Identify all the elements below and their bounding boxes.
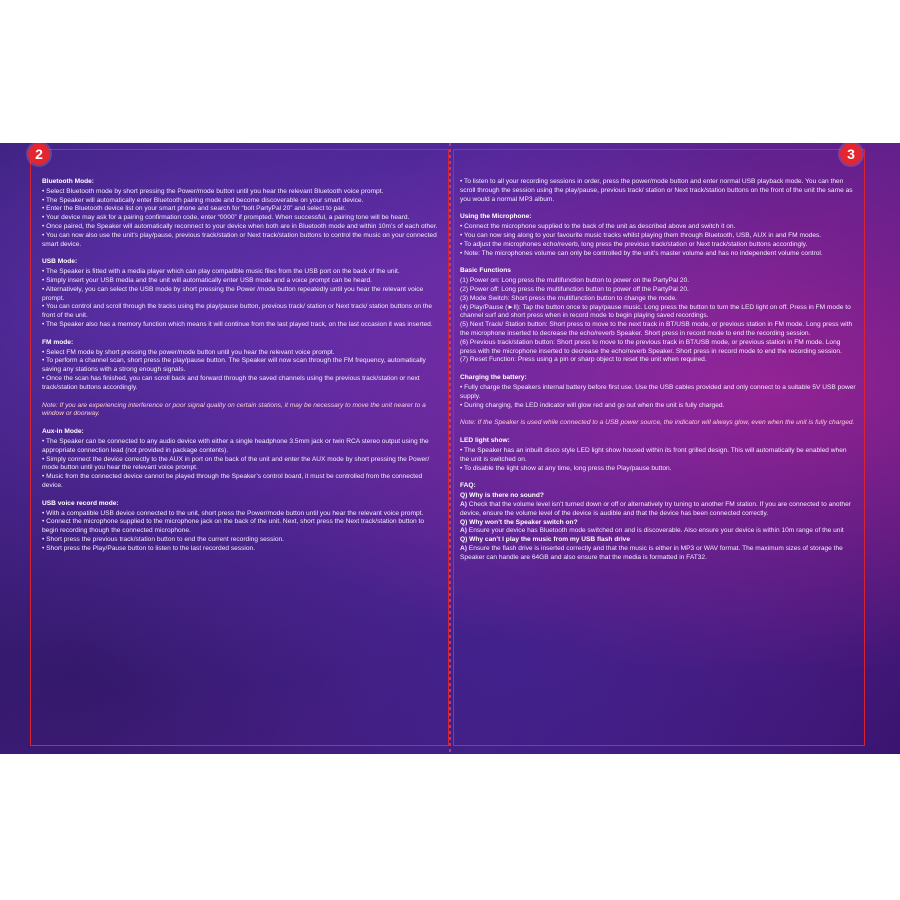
section-heading: USB Mode: [42,258,78,266]
text-line: • To disable the light show at any time, long press the Play/pause button. [460,464,672,472]
text-line: (6) Previous track/station button: Short press to move to the previous track in BT/USB mode, or previous station in FM mode. Long press with the microphone inserted to decrease the echo/reverb Speaker. Short press in record mode to end the recording session. [460,338,842,355]
text-line: • Short press the Play/Pause button to listen to the last recorded session. [42,544,256,552]
section-heading: Using the Microphone: [460,213,532,221]
text-line: • The Speaker will automatically enter Bluetooth pairing mode and become discoverable on your smart device. [42,196,364,204]
fm-note: Note: If you are experiencing interference or poor signal quality on certain stations, it may be necessary to move the unit nearer to a window or doorway. [42,401,426,418]
text-line: • Once paired, the Speaker will automatically reconnect to your device when both are in Bluetooth mode and within 10m’s of each other. [42,222,438,230]
text-line: • To adjust the microphones echo/reverb, long press the previous track/station or Next track/station buttons accordingly. [460,240,808,248]
text-line: • To perform a channel scan, short press the play/pause button. The Speaker will now scan through the FM frequency, automatically saving any stations with a strong enough signals. [42,357,426,374]
text-line: • Note: The microphones volume can only be controlled by the unit’s master volume and has no independent volume control. [460,249,823,257]
recording-playback-section [460,178,856,204]
faq-answer-label: A) [460,527,467,535]
page-gutter [449,143,451,754]
page-number-left: 2 [28,143,50,165]
text-line: • The Speaker is fitted with a media player which can play compatible music files from the USB port on the back of the unit. [42,268,400,276]
text-line: • Connect the microphone supplied to the back of the unit as described above and switch it on. [460,223,736,231]
text-line: • The Speaker has an inbuilt disco style LED light show housed within its front grilled design. This will automatically be enabled when the unit is switched on. [460,446,847,463]
section-heading: Charging the battery: [460,374,527,382]
charging-note: Note: If the Speaker is used while connected to a USB power source, the indicator will always glow, even when the unit is fully charged. [460,419,855,427]
microphone-section [460,213,856,258]
right-column [460,178,856,571]
text-line: (2) Power off: Long press the multifunction button to power off the PartyPal 20. [460,285,689,293]
faq-answer-label: A) [460,500,467,508]
text-line: • Once the scan has finished, you can scroll back and forward through the saved channels using the previous track/station or next track/station buttons accordingly. [42,374,420,391]
usb-record-section [42,500,438,554]
faq-answer [460,501,856,519]
text-line: • Connect the microphone supplied to the microphone jack on the back of the unit. Next, short press the Next track/station button to begin recording though the connected microphone. [42,518,425,535]
text-line: (3) Mode Switch: Short press the multifunction button to change the mode. [460,294,677,302]
aux-section [42,428,438,491]
section-heading: FAQ: [460,482,476,490]
text-line: • The Speaker also has a memory function which means it will continue from the last played track, on the last occasion it was inserted. [42,320,433,328]
text-line: • Simply insert your USB media and the unit will automatically enter USB mode and a voice prompt can be heard. [42,276,372,284]
text-line: • Your device may ask for a pairing confirmation code, enter “0000” if prompted. When successful, a pairing tone will be heard. [42,214,410,222]
led-section [460,437,856,473]
section-heading: FM mode: [42,338,74,346]
faq-answer-label: A) [460,544,467,552]
section-heading: Bluetooth Mode: [42,178,95,185]
text-line: • You can now sing along to your favourite music tracks whilst playing them through Bluetooth, USB, AUX in and FM modes. [460,231,822,239]
manual-spread [0,143,900,754]
faq-question: Q) Why won’t the Speaker switch on? [460,518,578,526]
faq-section [460,482,856,562]
charging-section [460,374,856,410]
text-line: (1) Power on: Long press the multifunction button to power on the PartyPal 20. [460,277,690,285]
text-line: (7) Reset Function: Press using a pin or sharp object to reset the unit when required. [460,356,707,364]
faq-answer-text: Ensure your device has Bluetooth mode switched on and is discoverable. Also ensure your device is within 10m range of the unit [466,527,844,535]
left-column [42,178,438,562]
text-line: • Short press the previous track/station button to end the current recording session. [42,535,285,543]
text-line: • During charging, the LED indicator will glow red and go out when the unit is fully charged. [460,401,725,409]
section-heading: Aux-in Mode: [42,428,84,436]
faq-question: Q) Why can’t I play the music from my USB flash drive [460,536,631,544]
faq-answer [460,527,856,536]
text-line: • To listen to all your recording sessions in order, press the power/mode button and enter normal USB playback mode. You can then scroll through the session using the play/pause, previous track/ station or Next track/station buttons on the front of the unit the same as you would a normal MP3 album. [460,178,853,203]
text-line: • Fully charge the Speakers internal battery before first use. Use the USB cables provided and only connect to a suitable 5V USB power supply. [460,383,856,400]
text-line: (4) Play/Pause (►ll): Tap the button once to play/pause music. Long press the button to turn the LED light on off. Press in FM mode to channel surf and short press when in record mode to begin playing saved recordings. [460,303,851,320]
text-line: • You can now also use the unit’s play/pause, previous track/station or Next track/station buttons to control the music on your connected smart device. [42,231,437,248]
section-heading: LED light show: [460,437,510,445]
fm-section [42,339,438,393]
text-line: • Enter the Bluetooth device list on your smart phone and search for “bolt PartyPal 20” and select to pair. [42,205,346,213]
faq-answer [460,545,856,563]
text-line: • Select FM mode by short pressing the power/mode button until you hear the relevant voice prompt. [42,348,335,356]
faq-answer-text: Check that the volume level isn’t turned down or off or alternatively try tuning to another FM station. If you are connected to another device, ensure the volume level of the device is audible and that the device has been connected correctly. [460,500,851,517]
faq-question: Q) Why is there no sound? [460,492,544,500]
section-heading: USB voice record mode: [42,499,119,507]
usb-section [42,258,438,329]
page-number-right: 3 [840,143,862,165]
text-line: (5) Next Track/ Station button: Short press to move to the next track in BT/USB mode, or previous station in FM mode. Long press with the microphone inserted to decrease the echo/reverb Speaker. Short press in record mode to end the recording session. [460,321,853,337]
text-line: • Alternatively, you can select the USB mode by short pressing the Power /mode button repeatedly until you hear the relevant voice prompt. [42,285,424,302]
text-line: • With a compatible USB device connected to the unit, short press the Power/mode button until you hear the relevant voice prompt. [42,509,424,517]
text-line: • Select Bluetooth mode by short pressing the Power/mode button until you hear the relevant Bluetooth voice prompt. [42,187,384,195]
text-line: • Music from the connected device cannot be played through the Speaker’s control board, it must be controlled from the connected device. [42,473,423,489]
text-line: • You can control and scroll through the tracks using the play/pause button, previous track/ station or Next track/ station buttons on the front of the unit. [42,303,433,320]
section-heading: Basic Functions [460,267,511,275]
faq-answer-text: Ensure the flash drive is inserted correctly and that the music is either in MP3 or WAV format. The maximum sizes of storage the Speaker can handle are 64GB and also ensure that the media is formatted in FAT32. [460,544,843,561]
bluetooth-section [42,178,438,249]
basic-functions-section [460,267,856,365]
text-line: • The Speaker can be connected to any audio device with either a single headphone 3.5mm jack or twin RCA stereo output using the appropriate connection lead (not provided in package contents). [42,437,429,454]
text-line: • Simply connect the device correctly to the AUX in port on the back of the unit and enter the AUX mode by short pressing the Power/ mode button until you hear the relevant voice prompt. [42,455,430,472]
